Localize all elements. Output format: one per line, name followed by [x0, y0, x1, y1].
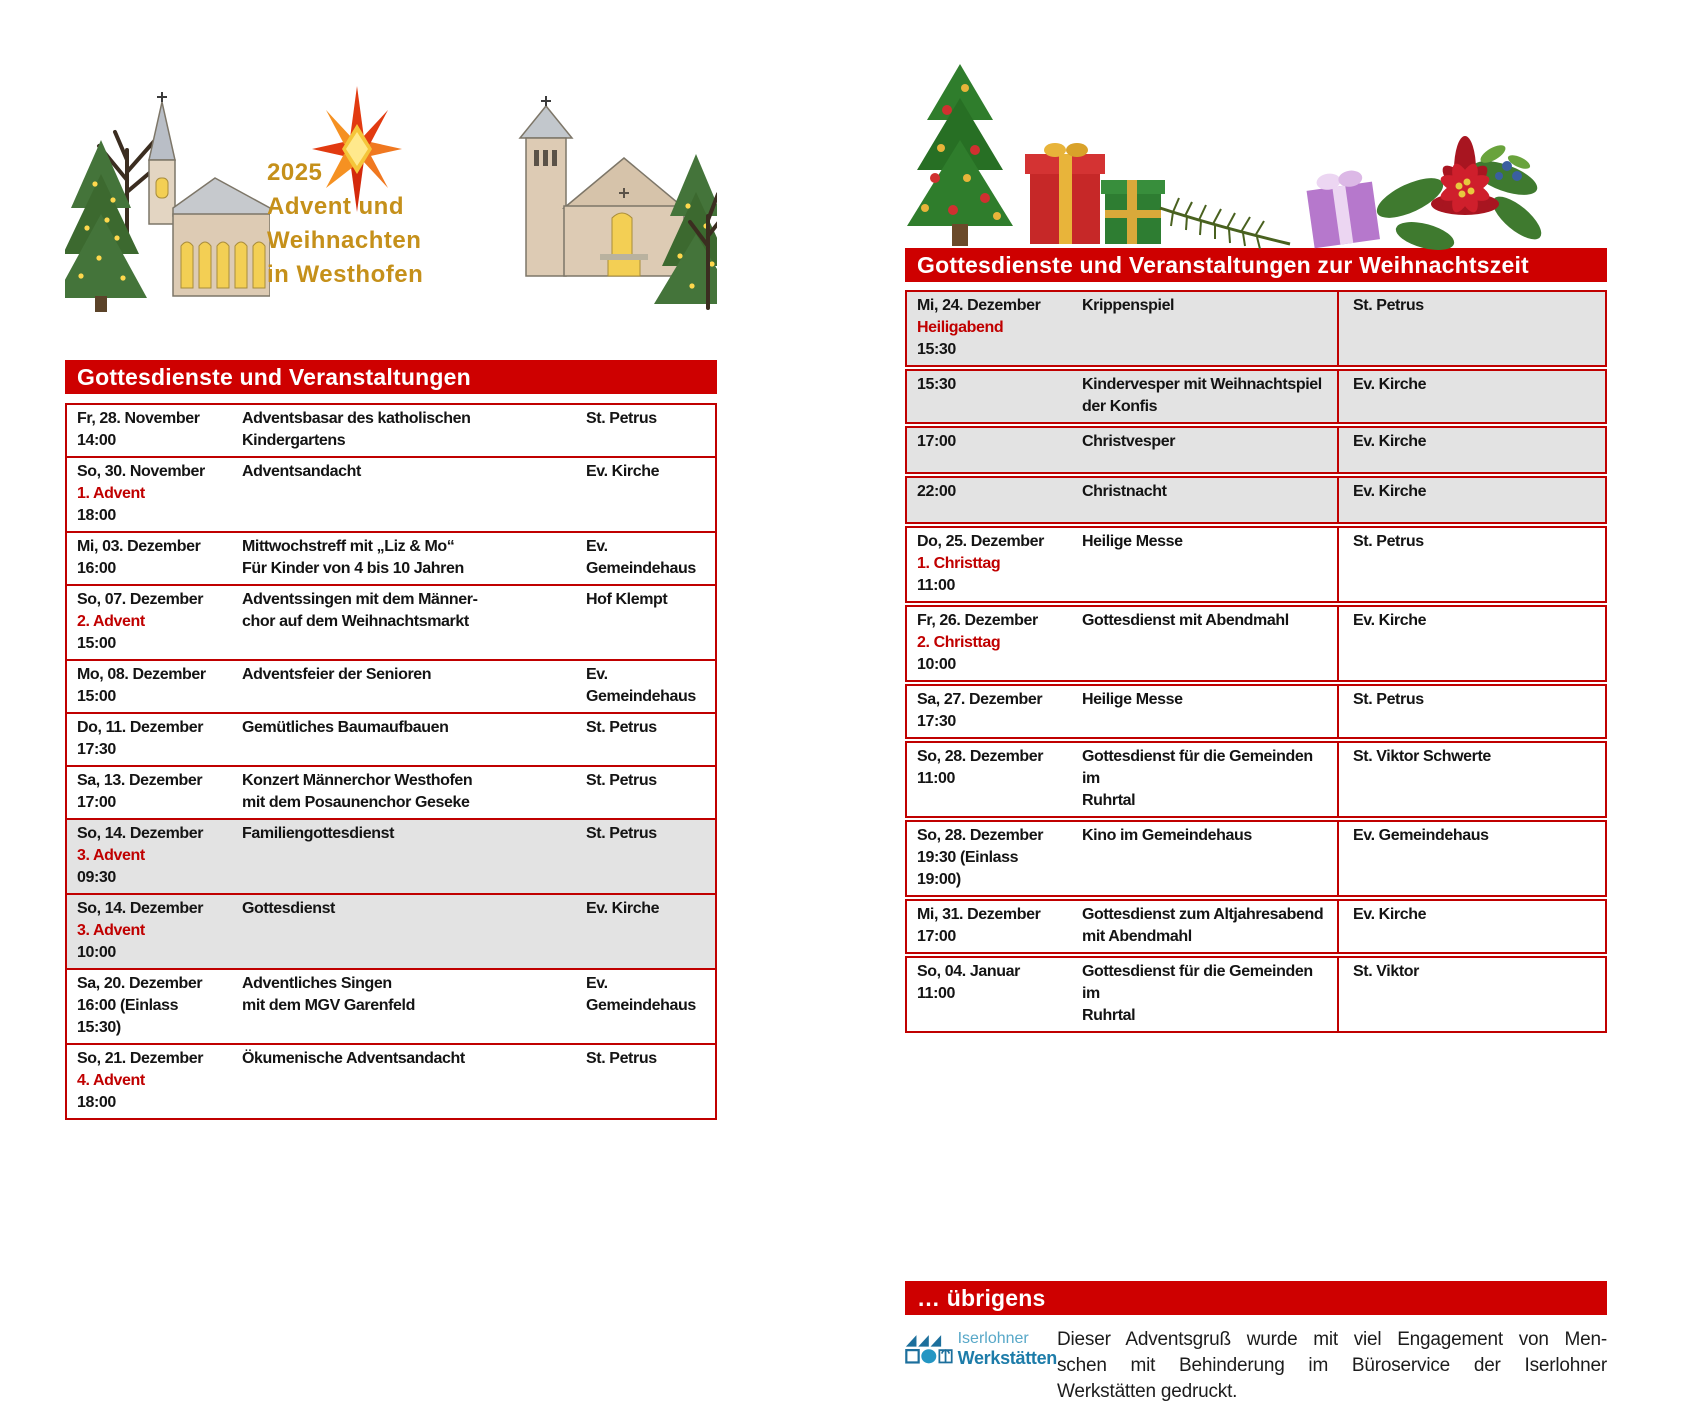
event-cell: Gottesdienst zum Altjahresabend mit Abendmahl	[1082, 906, 1324, 945]
flyer-title-year: 2025	[267, 159, 323, 186]
date-cell: Mo, 08. Dezember 15:00	[77, 666, 206, 705]
location-cell: Ev. Gemeindehaus	[586, 538, 696, 577]
christmas-decorations-image	[905, 58, 1545, 254]
location-cell: St. Petrus	[586, 772, 657, 789]
location-cell: Ev. Gemeindehaus	[586, 975, 696, 1014]
flyer-title-line1: Advent und	[267, 193, 404, 220]
purple-gift-image	[1305, 168, 1380, 248]
left-events-table	[65, 403, 717, 1120]
event-cell: Ökumenische Adventsandacht	[242, 1050, 465, 1067]
christmas-tree-image	[907, 64, 1013, 246]
iserlohner-werkstaetten-logo	[905, 1327, 1057, 1405]
table-row	[67, 586, 715, 661]
date-cell: 22:00	[917, 483, 956, 500]
table-row	[67, 820, 715, 895]
poinsettia-image	[1371, 136, 1545, 254]
event-cell: Adventsandacht	[242, 463, 361, 480]
uebrigens-paragraph	[1057, 1327, 1607, 1405]
table-row	[67, 405, 715, 458]
date-cell: So, 04. Januar 11:00	[917, 963, 1020, 1002]
table-row	[67, 533, 715, 586]
table-row	[905, 899, 1607, 954]
tower-church-image	[500, 96, 717, 312]
logo-text-line1: Iserlohner	[957, 1330, 1029, 1347]
table-row	[905, 476, 1607, 524]
date-cell: Do, 11. Dezember 17:30	[77, 719, 204, 758]
location-cell: Ev. Kirche	[1337, 478, 1605, 522]
paragraph-line: Werkstätten gedruckt.	[1057, 1381, 1238, 1402]
date-cell: So, 28. Dezember 19:30 (Einlass 19:00)	[917, 827, 1044, 888]
event-cell: Adventssingen mit dem Männer- chor auf dem Weihnachtsmarkt	[242, 591, 478, 630]
location-cell: Ev. Gemeindehaus	[586, 666, 696, 705]
table-row	[905, 290, 1607, 367]
uebrigens-banner: … übrigens	[905, 1281, 1607, 1315]
table-row	[905, 526, 1607, 603]
uebrigens-section	[905, 1327, 1607, 1405]
location-cell: Ev. Kirche	[586, 463, 660, 480]
location-cell: Hof Klempt	[586, 591, 668, 608]
table-row	[905, 741, 1607, 818]
date-cell: Mi, 03. Dezember 16:00	[77, 538, 201, 577]
event-cell: Konzert Männerchor Westhofen mit dem Posaunenchor Geseke	[242, 772, 473, 811]
table-row	[67, 895, 715, 970]
date-cell: 17:00	[917, 433, 956, 450]
location-cell: Ev. Kirche	[586, 900, 660, 917]
date-cell: So, 30. November 1. Advent 18:00	[77, 463, 205, 524]
location-cell: St. Petrus	[586, 1050, 657, 1067]
location-cell: St. Viktor Schwerte	[1337, 743, 1605, 816]
table-row	[905, 426, 1607, 474]
logo-text-line2: Werkstätten	[957, 1348, 1057, 1368]
event-cell: Heilige Messe	[1082, 691, 1183, 708]
date-cell: Sa, 27. Dezember 17:30	[917, 691, 1043, 730]
date-cell: Do, 25. Dezember 1. Christtag 11:00	[917, 533, 1044, 594]
flyer-title-line2: Weihnachten	[267, 227, 422, 254]
table-row	[67, 458, 715, 533]
event-cell: Familiengottesdienst	[242, 825, 395, 842]
flyer-right-page	[905, 0, 1607, 1405]
left-section-banner: Gottesdienste und Veranstaltungen	[65, 360, 717, 394]
paragraph-line: schen mit Behinderung im Büroservice der Iserlohner	[1057, 1355, 1607, 1376]
event-cell: Gottesdienst mit Abendmahl	[1082, 612, 1289, 629]
table-row	[67, 1045, 715, 1118]
location-cell: St. Petrus	[1337, 686, 1605, 737]
event-cell: Christvesper	[1082, 433, 1176, 450]
table-row	[905, 605, 1607, 682]
paragraph-line: Dieser Adventsgruß wurde mit viel Engagement von Men-	[1057, 1329, 1607, 1350]
table-row	[67, 767, 715, 820]
flyer-title-line3: in Westhofen	[267, 261, 424, 288]
date-cell: Mi, 24. Dezember Heiligabend 15:30	[917, 297, 1041, 358]
fir-branch-image	[1160, 198, 1290, 249]
location-cell: St. Petrus	[1337, 292, 1605, 365]
event-cell: Gemütliches Baumaufbauen	[242, 719, 449, 736]
location-cell: St. Viktor	[1337, 958, 1605, 1031]
right-events-table	[905, 290, 1607, 1033]
event-cell: Adventsfeier der Senioren	[242, 666, 432, 683]
event-cell: Krippenspiel	[1082, 297, 1175, 314]
event-cell: Kino im Gemeindehaus	[1082, 827, 1252, 844]
event-cell: Mittwochstreff mit „Liz & Mo“ Für Kinder von 4 bis 10 Jahren	[242, 538, 464, 577]
werkstaetten-logo-icon	[905, 1330, 953, 1372]
date-cell: Sa, 20. Dezember 16:00 (Einlass 15:30)	[77, 975, 203, 1036]
location-cell: Ev. Gemeindehaus	[1337, 822, 1605, 895]
table-row	[67, 970, 715, 1045]
table-row	[905, 956, 1607, 1033]
location-cell: St. Petrus	[1337, 528, 1605, 601]
event-cell: Heilige Messe	[1082, 533, 1183, 550]
date-cell: Mi, 31. Dezember 17:00	[917, 906, 1041, 945]
event-cell: Christnacht	[1082, 483, 1167, 500]
village-church-image	[65, 88, 270, 312]
location-cell: Ev. Kirche	[1337, 901, 1605, 952]
table-row	[67, 661, 715, 714]
date-cell: So, 21. Dezember 4. Advent 18:00	[77, 1050, 204, 1111]
event-cell: Gottesdienst	[242, 900, 335, 917]
location-cell: St. Petrus	[586, 719, 657, 736]
date-cell: So, 14. Dezember 3. Advent 09:30	[77, 825, 204, 886]
event-cell: Kindervesper mit Weihnachtspiel der Konfis	[1082, 376, 1322, 415]
event-cell: Gottesdienst für die Gemeinden im Ruhrtal	[1082, 963, 1313, 1024]
event-cell: Adventliches Singen mit dem MGV Garenfeld	[242, 975, 415, 1014]
red-gift-image	[1025, 143, 1105, 244]
date-cell: So, 07. Dezember 2. Advent 15:00	[77, 591, 204, 652]
event-cell: Gottesdienst für die Gemeinden im Ruhrtal	[1082, 748, 1313, 809]
table-row	[905, 369, 1607, 424]
location-cell: St. Petrus	[586, 825, 657, 842]
date-cell: Fr, 26. Dezember 2. Christtag 10:00	[917, 612, 1038, 673]
location-cell: Ev. Kirche	[1337, 371, 1605, 422]
date-cell: Fr, 28. November 14:00	[77, 410, 200, 449]
date-cell: So, 28. Dezember 11:00	[917, 748, 1044, 787]
right-section-banner: Gottesdienste und Veranstaltungen zur Weihnachtszeit	[905, 248, 1607, 282]
location-cell: Ev. Kirche	[1337, 428, 1605, 472]
location-cell: Ev. Kirche	[1337, 607, 1605, 680]
date-cell: So, 14. Dezember 3. Advent 10:00	[77, 900, 204, 961]
event-cell: Adventsbasar des katholischen Kindergartens	[242, 410, 471, 449]
table-row	[905, 684, 1607, 739]
table-row	[905, 820, 1607, 897]
location-cell: St. Petrus	[586, 410, 657, 427]
table-row	[67, 714, 715, 767]
date-cell: 15:30	[917, 376, 956, 393]
flyer-left-page	[65, 0, 717, 1120]
flyer-title	[267, 156, 423, 292]
green-gift-image	[1101, 180, 1165, 244]
date-cell: Sa, 13. Dezember 17:00	[77, 772, 203, 811]
